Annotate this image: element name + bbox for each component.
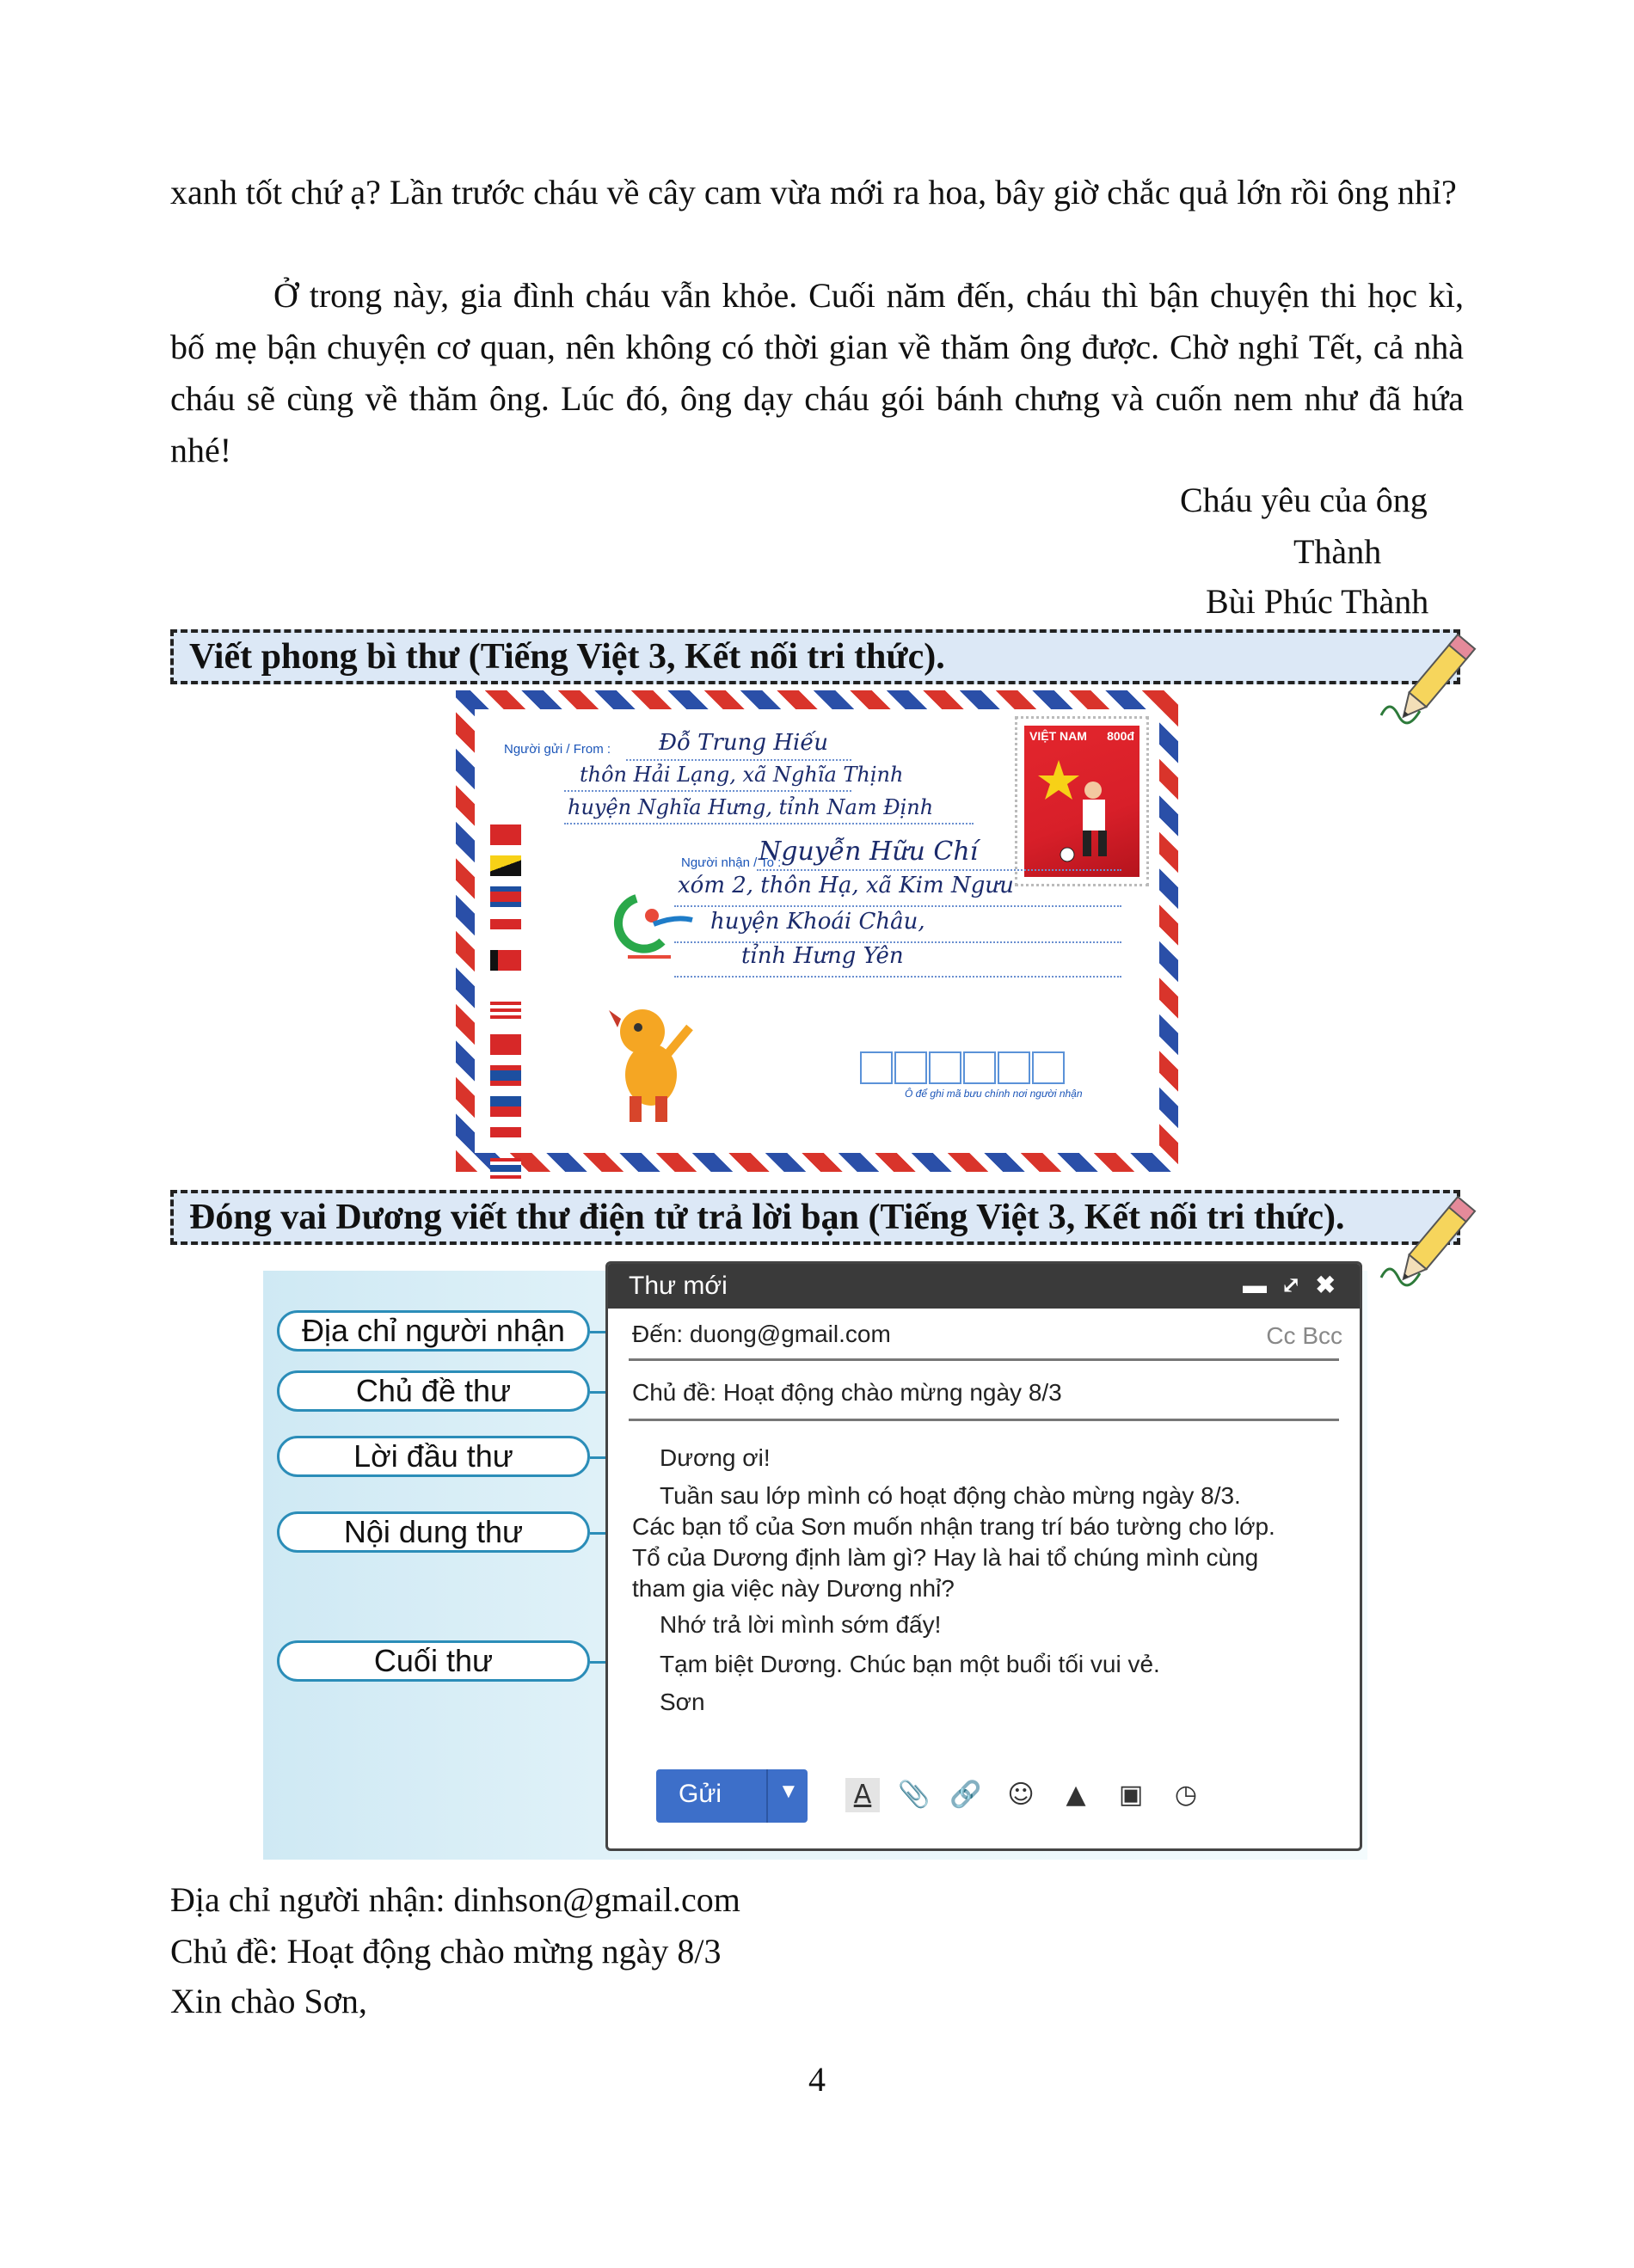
- page-number: 4: [808, 2060, 826, 2099]
- to-field[interactable]: Đến: duong@gmail.com: [632, 1321, 891, 1347]
- label-subject: Chủ đề thư: [277, 1370, 590, 1412]
- sender-label: Người gửi / From :: [504, 742, 611, 757]
- flag-icon: [490, 855, 521, 876]
- sea-games-logo-icon: [602, 890, 697, 967]
- stamp: [1015, 716, 1149, 886]
- label-greeting: Lời đầu thư: [277, 1436, 590, 1477]
- drive-icon[interactable]: ▲: [1066, 1780, 1086, 1810]
- zip-box: [963, 1051, 996, 1084]
- flag-icon: [490, 950, 521, 971]
- flag-icon: [490, 1002, 521, 1022]
- minimize-icon[interactable]: ▬: [1243, 1272, 1267, 1299]
- subject-field[interactable]: Chủ đề: Hoạt động chào mừng ngày 8/3: [632, 1379, 1062, 1406]
- section-heading-text: Đóng vai Dương viết thư điện tử trả lời bạn (Tiếng Việt 3, Kết nối tri thức).: [189, 1198, 1345, 1237]
- close-icon[interactable]: ✖: [1315, 1272, 1336, 1299]
- recipient-address-line1: xóm 2, thôn Hạ, xã Kim Ngưu: [678, 873, 1014, 898]
- letter-signature-first: Thành: [1293, 532, 1382, 571]
- pencil-icon: [1373, 621, 1502, 733]
- email-ending-line[interactable]: Tạm biệt Dương. Chúc bạn một buổi tối vui vẻ.: [660, 1651, 1160, 1677]
- label-ending: Cuối thư: [277, 1640, 590, 1682]
- label-recipient: Địa chỉ người nhận: [277, 1310, 590, 1352]
- flag-icon: [490, 886, 521, 907]
- email-body-line[interactable]: Tổ của Dương định làm gì? Hay là hai tổ chúng mình cùng: [632, 1544, 1259, 1571]
- link-icon[interactable]: 🔗: [949, 1780, 982, 1810]
- stamp-country: VIỆT NAM: [1029, 729, 1087, 743]
- recipient-address-line3: tỉnh Hưng Yên: [741, 943, 904, 969]
- email-body-line[interactable]: Nhớ trả lời mình sớm đấy!: [660, 1611, 942, 1638]
- flag-icon: [490, 1065, 521, 1086]
- sender-name: Đỗ Trung Hiếu: [659, 730, 829, 756]
- flag-icon: [490, 824, 521, 845]
- answer-greeting: Xin chào Sơn,: [170, 1982, 367, 2020]
- recipient-label: Người nhận / To :: [681, 855, 782, 870]
- confidential-mode-icon[interactable]: ◷: [1174, 1780, 1198, 1810]
- zip-box: [998, 1051, 1030, 1084]
- compose-email-window: [605, 1261, 1362, 1851]
- flag-icon: [490, 1127, 521, 1148]
- football-players-icon: [1033, 751, 1133, 872]
- letter-paragraph: Ở trong này, gia đình cháu vẫn khỏe. Cuối năm đến, cháu thì bận chuyện thi học kì, bố mẹ bận chuyện cơ quan, nên không có thời gian về thăm ông được. Chờ nghỉ Tết, cả nhà cháu sẽ cùng về thăm ông. Lúc đó, ông dạy cháu gói bánh chưng và cuốn nem như đã hứa nhé!: [170, 276, 1464, 469]
- flag-icon: [490, 919, 521, 940]
- section-heading-email: [170, 1190, 1460, 1245]
- email-body-line[interactable]: Các bạn tổ của Sơn muốn nhận trang trí báo tường cho lớp.: [632, 1513, 1275, 1540]
- zip-box: [860, 1051, 893, 1084]
- zip-box: [1032, 1051, 1065, 1084]
- mascot-icon: [604, 993, 698, 1131]
- flag-icon: [490, 1034, 521, 1055]
- image-icon[interactable]: ▣: [1118, 1780, 1144, 1810]
- sender-address-line2: huyện Nghĩa Hưng, tỉnh Nam Định: [568, 795, 934, 819]
- cc-bcc-link[interactable]: Cc Bcc: [1266, 1322, 1342, 1349]
- emoji-icon[interactable]: ☺: [1007, 1780, 1035, 1810]
- letter-signature-full: Bùi Phúc Thành: [1206, 582, 1429, 621]
- email-body-line[interactable]: Tuần sau lớp mình có hoạt động chào mừng ngày 8/3.: [660, 1482, 1241, 1509]
- letter-closing: Cháu yêu của ông: [1180, 481, 1428, 519]
- stamp-value: 800đ: [1107, 729, 1134, 743]
- recipient-address-line2: huyện Khoái Châu,: [710, 909, 925, 935]
- recipient-name: Nguyễn Hữu Chí: [759, 837, 979, 867]
- label-body: Nội dung thư: [277, 1511, 590, 1553]
- send-label: Gửi: [679, 1780, 722, 1808]
- send-button[interactable]: [656, 1769, 808, 1823]
- flag-icon: [490, 1158, 521, 1179]
- zip-box: [894, 1051, 927, 1084]
- pencil-icon: [1373, 1183, 1502, 1295]
- answer-recipient: Địa chỉ người nhận: dinhson@gmail.com: [170, 1880, 740, 1919]
- chevron-down-icon[interactable]: ▼: [778, 1780, 799, 1803]
- zip-note: Ô để ghi mã bưu chính nơi người nhận: [905, 1088, 1083, 1100]
- expand-icon[interactable]: ⤢: [1281, 1272, 1301, 1299]
- section-heading-envelope: [170, 629, 1460, 684]
- email-greeting[interactable]: Dương ơi!: [660, 1444, 771, 1471]
- email-body-line[interactable]: tham gia việc này Dương nhỉ?: [632, 1575, 955, 1602]
- compose-title: Thư mới: [629, 1272, 728, 1300]
- section-heading-text: Viết phong bì thư (Tiếng Việt 3, Kết nối tri thức).: [189, 637, 945, 677]
- text-format-icon[interactable]: A: [845, 1778, 880, 1812]
- envelope-illustration: [456, 690, 1178, 1172]
- sender-address-line1: thôn Hải Lạng, xã Nghĩa Thịnh: [580, 763, 904, 787]
- zip-box: [929, 1051, 961, 1084]
- attachment-icon[interactable]: 📎: [898, 1780, 931, 1810]
- letter-paragraph-continued: xanh tốt chứ ạ? Lần trước cháu về cây cam vừa mới ra hoa, bây giờ chắc quả lớn rồi ông nhỉ?: [170, 173, 1457, 211]
- email-signature[interactable]: Sơn: [660, 1689, 705, 1715]
- answer-subject: Chủ đề: Hoạt động chào mừng ngày 8/3: [170, 1932, 722, 1971]
- flag-icon: [490, 1096, 521, 1117]
